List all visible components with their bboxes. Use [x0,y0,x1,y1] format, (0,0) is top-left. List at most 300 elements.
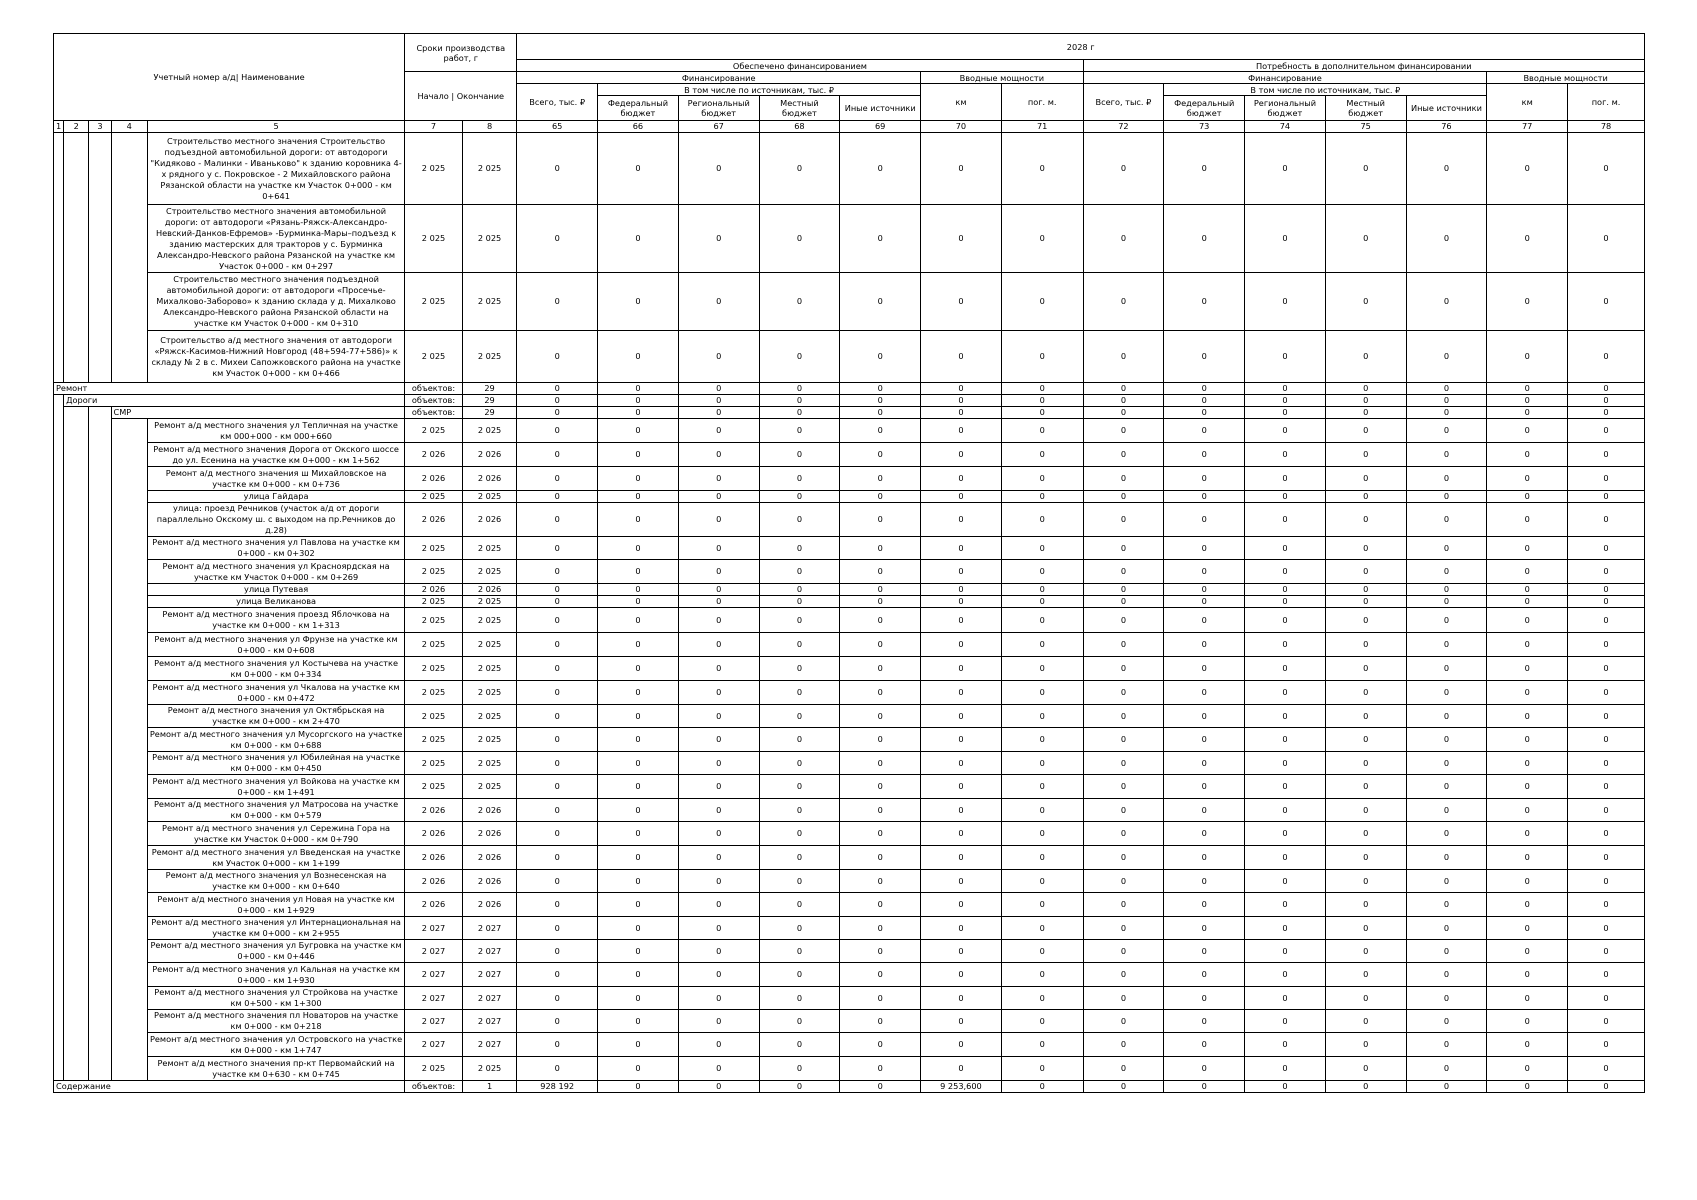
value-cell: 0 [1406,681,1487,705]
value-cell: 0 [840,987,921,1010]
indent-cell [64,467,89,491]
indent-cell [89,560,111,584]
value-cell: 0 [759,537,840,560]
value-cell: 0 [1001,870,1083,893]
indent-cell [111,419,147,443]
value-cell: 0 [1001,608,1083,633]
value-cell: 0 [1245,752,1326,775]
value-cell: 0 [1487,1057,1568,1081]
value-cell: 0 [921,917,1002,940]
value-cell: 0 [1245,1057,1326,1081]
value-cell: 0 [1406,728,1487,752]
value-cell: 0 [1083,537,1164,560]
indent-cell [54,205,64,273]
value-cell: 0 [1406,133,1487,205]
value-cell: 0 [598,584,679,596]
value-cell: 0 [1406,560,1487,584]
indent-cell [89,799,111,822]
value-cell: 0 [1487,752,1568,775]
value-cell: 0 [1083,1081,1164,1093]
value-cell: 0 [517,205,598,273]
table-row [54,752,1645,775]
indent-cell [89,407,111,419]
value-cell: 0 [840,775,921,799]
value-cell: 0 [598,1081,679,1093]
value-cell: 0 [517,133,598,205]
value-cell: 0 [1487,407,1568,419]
start-year: 2 026 [405,893,463,917]
column-number: 3 [89,121,111,133]
value-cell: 0 [598,491,679,503]
end-year: 2 027 [462,1010,517,1033]
header-total-provided: Всего, тыс. ₽ [517,84,598,121]
value-cell: 0 [1568,728,1645,752]
value-cell: 0 [1164,1057,1245,1081]
value-cell: 0 [1245,681,1326,705]
value-cell: 0 [598,775,679,799]
value-cell: 0 [1487,608,1568,633]
start-year: 2 025 [405,331,463,383]
value-cell: 0 [759,584,840,596]
value-cell: 0 [1325,331,1406,383]
value-cell: 0 [598,419,679,443]
value-cell: 928 192 [517,1081,598,1093]
value-cell: 0 [759,467,840,491]
table-row [54,596,1645,608]
value-cell: 0 [1568,1033,1645,1057]
value-cell: 0 [678,681,759,705]
value-cell: 0 [1568,443,1645,467]
header-other-need: Иные источники [1406,96,1487,121]
value-cell: 0 [1487,1033,1568,1057]
end-year: 2 026 [462,870,517,893]
column-number: 7 [405,121,463,133]
value-cell: 0 [840,1057,921,1081]
table-row [54,331,1645,383]
value-cell: 0 [517,940,598,963]
value-cell: 0 [1083,407,1164,419]
indent-cell [54,443,64,467]
header-terms: Сроки производства работ, г [405,34,517,72]
value-cell: 0 [1568,331,1645,383]
value-cell: 0 [1487,822,1568,846]
end-year: 2 026 [462,893,517,917]
value-cell: 0 [678,752,759,775]
value-cell: 0 [759,893,840,917]
indent-cell [111,596,147,608]
value-cell: 0 [1568,133,1645,205]
value-cell: 0 [1083,491,1164,503]
indent-cell [64,273,89,331]
value-cell: 0 [1001,728,1083,752]
object-name: улица Путевая [147,584,404,596]
indent-cell [64,987,89,1010]
table-row [54,537,1645,560]
value-cell: 0 [678,917,759,940]
value-cell: 0 [678,893,759,917]
indent-cell [54,1033,64,1057]
start-year: 2 027 [405,963,463,987]
value-cell: 0 [517,273,598,331]
object-name: Ремонт а/д местного значения ул Бугровка на участке км 0+000 - км 0+446 [147,940,404,963]
value-cell: 0 [517,584,598,596]
value-cell: 0 [678,419,759,443]
value-cell: 0 [840,491,921,503]
indent-cell [89,893,111,917]
value-cell: 0 [598,395,679,407]
value-cell: 0 [1001,987,1083,1010]
value-cell: 0 [921,893,1002,917]
value-cell: 0 [1487,443,1568,467]
column-number: 2 [64,121,89,133]
value-cell: 0 [678,443,759,467]
column-number: 8 [462,121,517,133]
indent-cell [54,503,64,537]
end-year: 2 027 [462,963,517,987]
value-cell: 0 [1406,1081,1487,1093]
value-cell: 0 [1245,273,1326,331]
value-cell: 0 [1325,443,1406,467]
indent-cell [64,443,89,467]
value-cell: 0 [1487,491,1568,503]
value-cell: 0 [921,503,1002,537]
start-year: 2 025 [405,633,463,657]
value-cell: 0 [840,273,921,331]
indent-cell [54,419,64,443]
value-cell: 0 [1406,799,1487,822]
value-cell: 0 [1164,1010,1245,1033]
start-year: 2 025 [405,681,463,705]
value-cell: 0 [1568,383,1645,395]
value-cell: 0 [1406,443,1487,467]
value-cell: 0 [1245,560,1326,584]
objects-label: объектов: [405,383,463,395]
indent-cell [54,596,64,608]
value-cell: 0 [1164,395,1245,407]
value-cell: 0 [1001,633,1083,657]
value-cell: 0 [1406,1057,1487,1081]
table-row [54,133,1645,205]
value-cell: 0 [678,1033,759,1057]
value-cell: 0 [1245,331,1326,383]
indent-cell [54,963,64,987]
value-cell: 0 [517,1057,598,1081]
value-cell: 0 [1325,407,1406,419]
column-number: 68 [759,121,840,133]
value-cell: 0 [598,560,679,584]
value-cell: 0 [678,383,759,395]
value-cell: 0 [1245,657,1326,681]
header-local-need: Местный бюджет [1325,96,1406,121]
value-cell: 0 [1001,395,1083,407]
indent-cell [89,705,111,728]
value-cell: 0 [1083,331,1164,383]
value-cell: 0 [678,560,759,584]
value-cell: 0 [1001,963,1083,987]
object-name: улица Великанова [147,596,404,608]
value-cell: 0 [1325,1081,1406,1093]
object-name: Строительство местного значения Строительство подъездной автомобильной дороги: от автодороги "Кидяково - Малинки - Иваньково" к зданию коровника 4-х рядного у с. Покровское - 2 Михайловского района Рязанской области на участке км Участок 0+000 - км 0+641 [147,133,404,205]
indent-cell [54,633,64,657]
end-year: 2 026 [462,443,517,467]
indent-cell [89,1057,111,1081]
end-year: 2 025 [462,657,517,681]
value-cell: 0 [1406,407,1487,419]
column-number: 78 [1568,121,1645,133]
value-cell: 0 [1487,503,1568,537]
value-cell: 0 [840,799,921,822]
indent-cell [111,443,147,467]
end-year: 2 025 [462,681,517,705]
value-cell: 0 [921,846,1002,870]
value-cell: 0 [1406,705,1487,728]
value-cell: 0 [1487,596,1568,608]
value-cell: 0 [840,681,921,705]
header-capacity-need: Вводные мощности [1487,72,1645,84]
column-number: 70 [921,121,1002,133]
indent-cell [89,205,111,273]
group-label: СМР [111,407,405,419]
value-cell: 0 [1325,560,1406,584]
value-cell: 0 [598,822,679,846]
value-cell: 0 [1164,560,1245,584]
value-cell: 0 [678,987,759,1010]
value-cell: 0 [1164,728,1245,752]
object-name: Ремонт а/д местного значения проезд Яблочкова на участке км 0+000 - км 1+313 [147,608,404,633]
value-cell: 0 [598,705,679,728]
object-name: Ремонт а/д местного значения ул Войкова на участке км 0+000 - км 1+491 [147,775,404,799]
value-cell: 0 [1245,728,1326,752]
indent-cell [54,728,64,752]
end-year: 2 025 [462,273,517,331]
start-year: 2 026 [405,503,463,537]
value-cell: 0 [1325,752,1406,775]
value-cell: 0 [921,1033,1002,1057]
value-cell: 0 [1164,383,1245,395]
value-cell: 0 [840,870,921,893]
indent-cell [111,1010,147,1033]
value-cell: 0 [759,503,840,537]
value-cell: 0 [1001,205,1083,273]
value-cell: 0 [1487,870,1568,893]
end-year: 2 025 [462,728,517,752]
value-cell: 0 [1487,799,1568,822]
end-year: 2 026 [462,846,517,870]
indent-cell [54,1057,64,1081]
value-cell: 0 [1001,133,1083,205]
objects-count: 1 [462,1081,517,1093]
table-row [54,205,1645,273]
start-year: 2 025 [405,1057,463,1081]
objects-label: объектов: [405,395,463,407]
indent-cell [89,822,111,846]
value-cell: 0 [1001,917,1083,940]
value-cell: 0 [1568,987,1645,1010]
value-cell: 0 [1325,633,1406,657]
indent-cell [54,407,64,419]
value-cell: 0 [840,584,921,596]
value-cell: 0 [1164,491,1245,503]
value-cell: 0 [759,987,840,1010]
value-cell: 0 [678,799,759,822]
indent-cell [64,407,89,419]
value-cell: 0 [598,870,679,893]
indent-cell [64,917,89,940]
value-cell: 0 [840,963,921,987]
header-pm-provided: пог. м. [1001,84,1083,121]
value-cell: 0 [517,395,598,407]
start-year: 2 027 [405,917,463,940]
value-cell: 0 [1325,657,1406,681]
value-cell: 0 [1245,491,1326,503]
header-km-provided: км [921,84,1002,121]
value-cell: 0 [1245,537,1326,560]
value-cell: 0 [1325,1033,1406,1057]
value-cell: 0 [1083,893,1164,917]
start-year: 2 026 [405,846,463,870]
value-cell: 0 [1325,775,1406,799]
header-federal-need: Федеральный бюджет [1164,96,1245,121]
value-cell: 0 [1164,467,1245,491]
value-cell: 0 [1083,1057,1164,1081]
value-cell: 0 [1001,893,1083,917]
column-number: 67 [678,121,759,133]
value-cell: 0 [1164,537,1245,560]
value-cell: 0 [1001,419,1083,443]
value-cell: 0 [1164,503,1245,537]
value-cell: 0 [1164,608,1245,633]
value-cell: 0 [1083,752,1164,775]
value-cell: 0 [1001,799,1083,822]
value-cell: 0 [1001,940,1083,963]
value-cell: 0 [598,1057,679,1081]
value-cell: 0 [1325,822,1406,846]
value-cell: 0 [598,331,679,383]
value-cell: 0 [840,846,921,870]
table-row [54,608,1645,633]
end-year: 2 026 [462,822,517,846]
value-cell: 0 [1164,917,1245,940]
column-number: 74 [1245,121,1326,133]
table-row [54,705,1645,728]
value-cell: 0 [1406,503,1487,537]
indent-cell [54,133,64,205]
value-cell: 0 [1001,560,1083,584]
value-cell: 0 [1406,608,1487,633]
indent-cell [64,331,89,383]
start-year: 2 025 [405,491,463,503]
header-name: Учетный номер а/д| Наименование [54,34,405,121]
indent-cell [111,940,147,963]
value-cell: 0 [1568,1057,1645,1081]
object-name: Строительство местного значения автомобильной дороги: от автодороги «Рязань-Ряжск-Александро-Невский-Данков-Ефремов» -Бурминка-Мары–подъезд к зданию мастерских для тракторов у с. Бурминка Александро-Невского района Рязанской на участке км Участок 0+000 - км 0+297 [147,205,404,273]
value-cell: 0 [1487,133,1568,205]
start-year: 2 027 [405,1033,463,1057]
indent-cell [54,870,64,893]
value-cell: 0 [1487,383,1568,395]
start-year: 2 025 [405,705,463,728]
value-cell: 0 [517,705,598,728]
value-cell: 0 [1406,893,1487,917]
value-cell: 0 [1164,940,1245,963]
value-cell: 0 [678,395,759,407]
value-cell: 0 [921,331,1002,383]
value-cell: 0 [517,799,598,822]
column-number: 76 [1406,121,1487,133]
value-cell: 0 [678,537,759,560]
value-cell: 0 [1083,822,1164,846]
value-cell: 0 [1245,407,1326,419]
table-row [54,987,1645,1010]
value-cell: 0 [1487,633,1568,657]
value-cell: 0 [1406,846,1487,870]
indent-cell [54,1010,64,1033]
value-cell: 0 [1406,822,1487,846]
table-row [54,584,1645,596]
value-cell: 0 [1083,1033,1164,1057]
start-year: 2 025 [405,728,463,752]
value-cell: 0 [598,273,679,331]
indent-cell [54,331,64,383]
value-cell: 0 [759,395,840,407]
value-cell: 0 [1487,331,1568,383]
value-cell: 0 [1487,846,1568,870]
value-cell: 0 [517,633,598,657]
column-number: 1 [54,121,64,133]
indent-cell [64,596,89,608]
value-cell: 0 [1164,407,1245,419]
value-cell: 0 [598,608,679,633]
value-cell: 0 [598,917,679,940]
report-sheet [53,33,1645,1093]
indent-cell [64,775,89,799]
value-cell: 0 [1001,1033,1083,1057]
indent-cell [54,775,64,799]
value-cell: 0 [840,728,921,752]
indent-cell [64,822,89,846]
value-cell: 0 [921,963,1002,987]
indent-cell [89,870,111,893]
value-cell: 0 [1245,987,1326,1010]
indent-cell [89,133,111,205]
value-cell: 0 [1406,467,1487,491]
object-name: Ремонт а/д местного значения ул Красноярдская на участке км Участок 0+000 - км 0+269 [147,560,404,584]
value-cell: 0 [1406,383,1487,395]
value-cell: 0 [840,752,921,775]
value-cell: 0 [1083,681,1164,705]
value-cell: 0 [1245,705,1326,728]
value-cell: 0 [1487,940,1568,963]
indent-cell [111,775,147,799]
table-row [54,419,1645,443]
indent-cell [111,584,147,596]
value-cell: 0 [517,775,598,799]
value-cell: 0 [921,596,1002,608]
value-cell: 0 [1164,870,1245,893]
value-cell: 0 [1406,331,1487,383]
indent-cell [111,799,147,822]
object-name: Ремонт а/д местного значения ул Юбилейная на участке км 0+000 - км 0+450 [147,752,404,775]
value-cell: 0 [598,1010,679,1033]
value-cell: 0 [517,503,598,537]
value-cell: 0 [1325,133,1406,205]
value-cell: 0 [759,273,840,331]
end-year: 2 025 [462,205,517,273]
value-cell: 0 [921,537,1002,560]
table-row [54,963,1645,987]
value-cell: 0 [517,537,598,560]
table-row [54,1010,1645,1033]
